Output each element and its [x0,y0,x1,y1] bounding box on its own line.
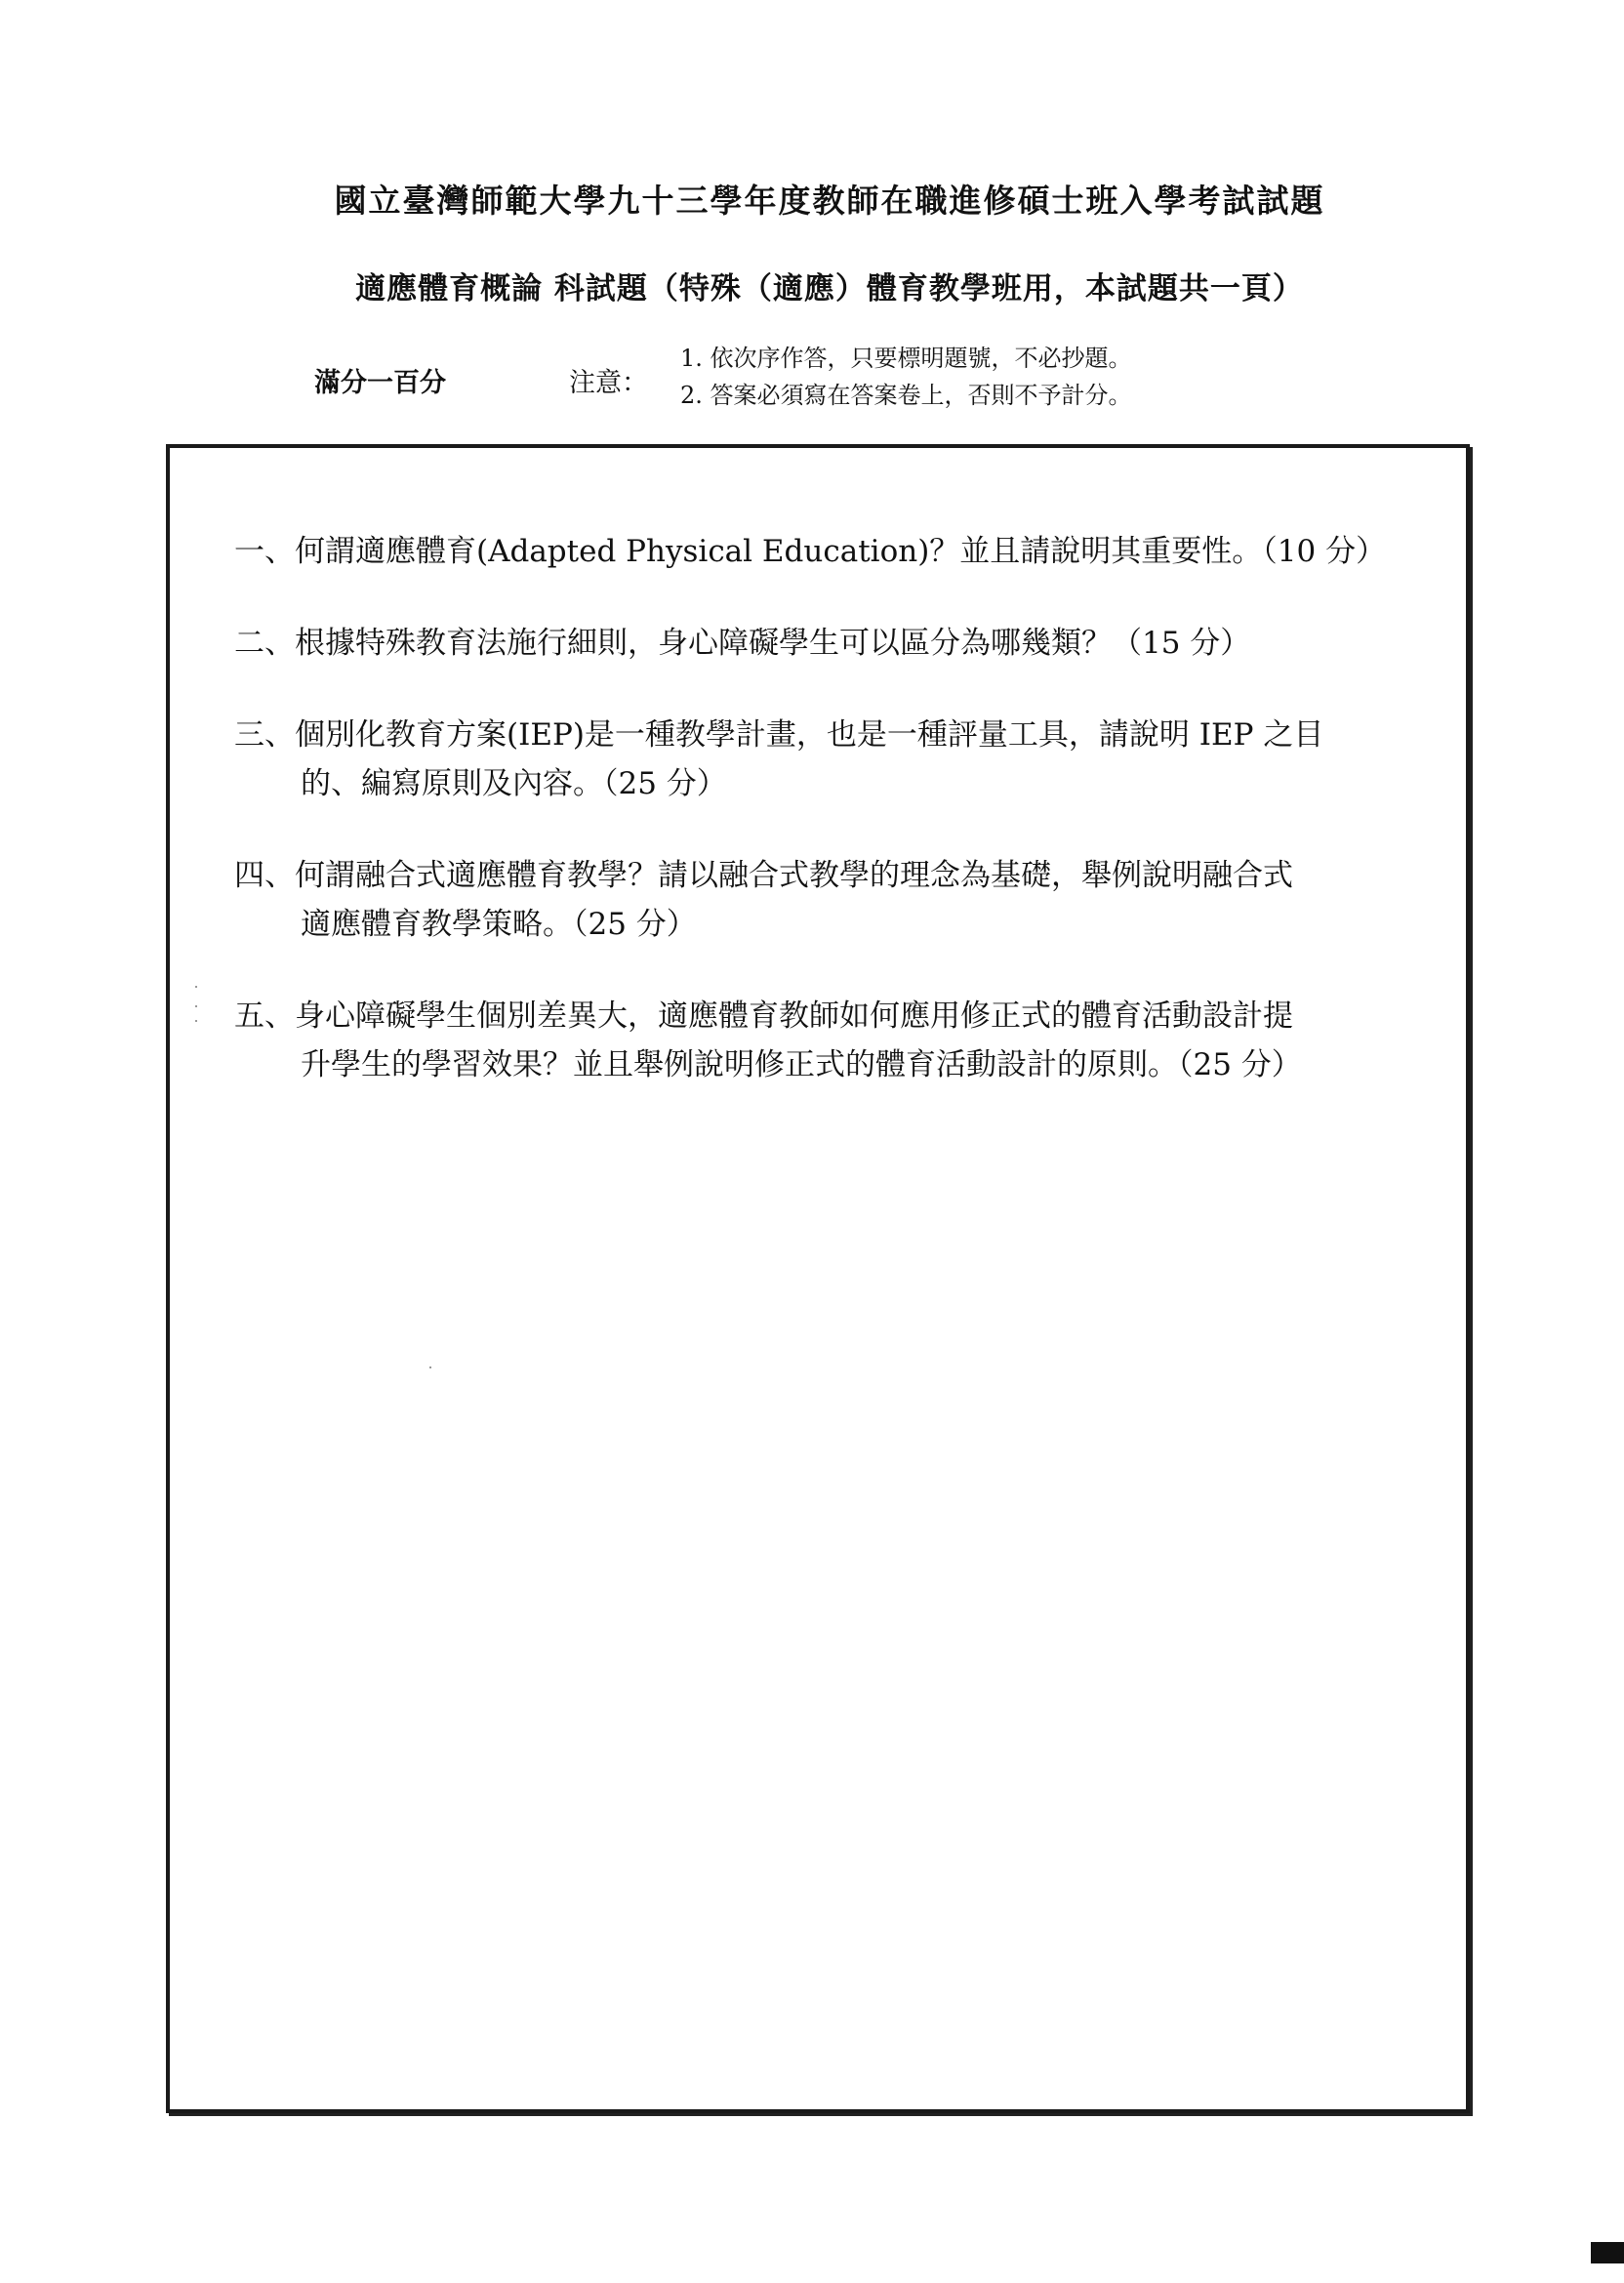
scan-speck [195,1020,197,1022]
notice-list [680,340,1132,414]
exam-title: 國立臺灣師範大學九十三學年度教師在職進修碩士班入學考試試題 [334,182,1325,220]
question-line: 適應體育教學策略。（25 分） [301,907,697,942]
scan-speck [195,1005,197,1007]
question-4 [234,851,1415,949]
scan-edge-mark [1591,2242,1624,2263]
notice-label: 注意： [569,368,648,398]
question-list [234,527,1415,1132]
scan-speck [195,986,197,988]
question-line: 四、何謂融合式適應體育教學？請以融合式教學的理念為基礎，舉例說明融合式 [234,858,1293,893]
scan-speck [429,1366,431,1368]
question-1 [234,527,1415,576]
question-line: 的、編寫原則及內容。（25 分） [301,766,727,801]
question-line: 五、身心障礙學生個別差異大，適應體育教師如何應用修正式的體育活動設計提 [234,999,1293,1034]
question-line: 一、何謂適應體育(Adapted Physical Education)？並且請說明其重要性。（10 分） [234,534,1387,569]
question-line: 二、根據特殊教育法施行細則，身心障礙學生可以區分為哪幾類？（15 分） [234,626,1251,661]
question-2 [234,619,1415,668]
question-3 [234,711,1415,808]
question-5 [234,992,1415,1089]
notice-item: 2. 答案必須寫在答案卷上，否則不予計分。 [680,382,1132,409]
question-line: 升學生的學習效果？並且舉例說明修正式的體育活動設計的原則。（25 分） [301,1047,1302,1082]
full-score-label: 滿分一百分 [314,368,446,398]
exam-subtitle: 適應體育概論 科試題（特殊（適應）體育教學班用，本試題共一頁） [355,271,1304,306]
question-line: 三、個別化教育方案(IEP)是一種教學計畫，也是一種評量工具，請說明 IEP 之目 [234,717,1324,753]
notice-item: 1. 依次序作答，只要標明題號，不必抄題。 [680,345,1132,372]
